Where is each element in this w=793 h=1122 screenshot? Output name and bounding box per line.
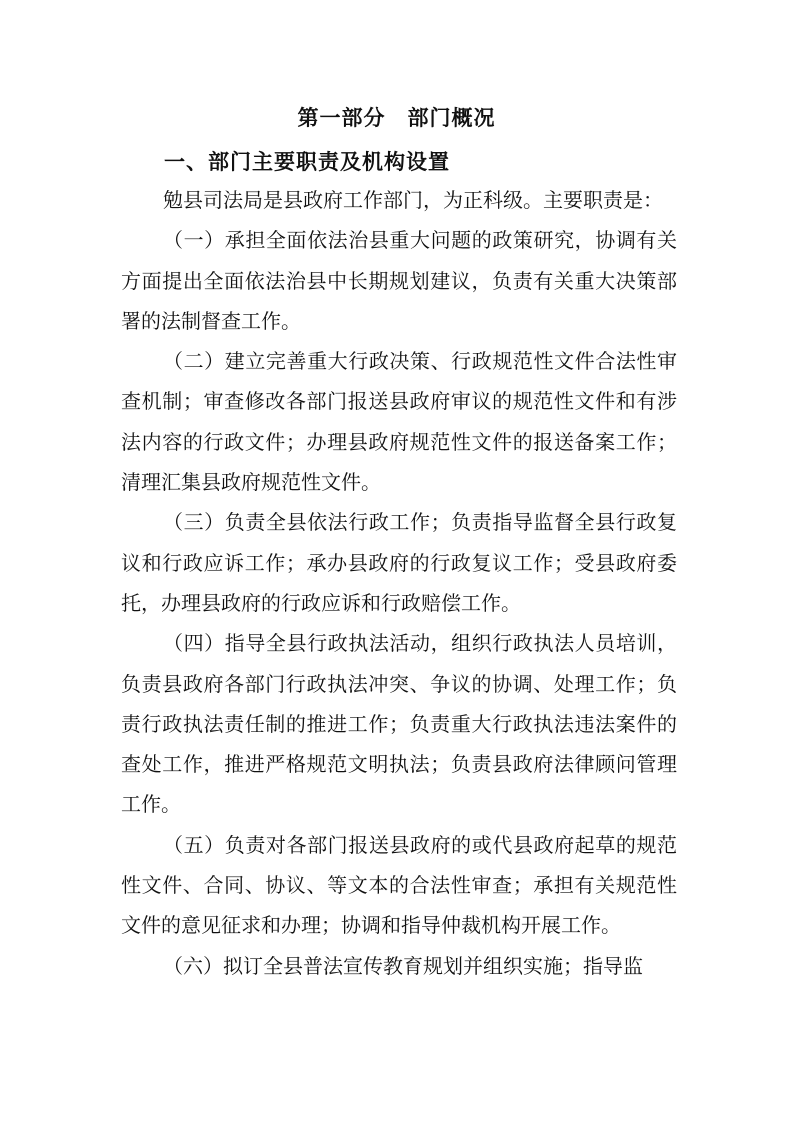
- paragraph-duty-3: （三）负责全县依法行政工作；负责指导监督全县行政复议和行政应诉工作；承办县政府的行政复议工作；受县政府委托，办理县政府的行政应诉和行政赔偿工作。: [121, 510, 677, 615]
- section-heading: 一、部门主要职责及机构设置: [164, 149, 450, 174]
- page-title: 第一部分 部门概况: [297, 105, 496, 130]
- paragraph-intro: 勉县司法局是县政府工作部门，为正科级。主要职责是：: [163, 188, 663, 212]
- paragraph-duty-1: （一）承担全面依法治县重大问题的政策研究，协调有关方面提出全面依法治县中长期规划建议，负责有关重大决策部署的法制督查工作。: [121, 228, 677, 333]
- paragraph-duty-5: （五）负责对各部门报送县政府的或代县政府起草的规范性文件、合同、协议、等文本的合法性审查；承担有关规范性文件的意见征求和办理；协调和指导仲裁机构开展工作。: [121, 832, 677, 938]
- body-text: [121, 180, 677, 986]
- paragraph-duty-6: （六）拟订全县普法宣传教育规划并组织实施；指导监: [163, 953, 643, 978]
- paragraph-duty-4: （四）指导全县行政执法活动，组织行政执法人员培训，负责县政府各部门行政执法冲突、争议的协调、处理工作；负责行政执法责任制的推进工作；负责重大行政执法违法案件的查处工作，推进严格规范文明执法；负责县政府法律顾问管理工作。: [121, 631, 677, 817]
- paragraph-duty-2: （二）建立完善重大行政决策、行政规范性文件合法性审查机制；审查修改各部门报送县政府审议的规范性文件和有涉法内容的行政文件；办理县政府规范性文件的报送备案工作；清理汇集县政府规范性文件。: [121, 349, 677, 495]
